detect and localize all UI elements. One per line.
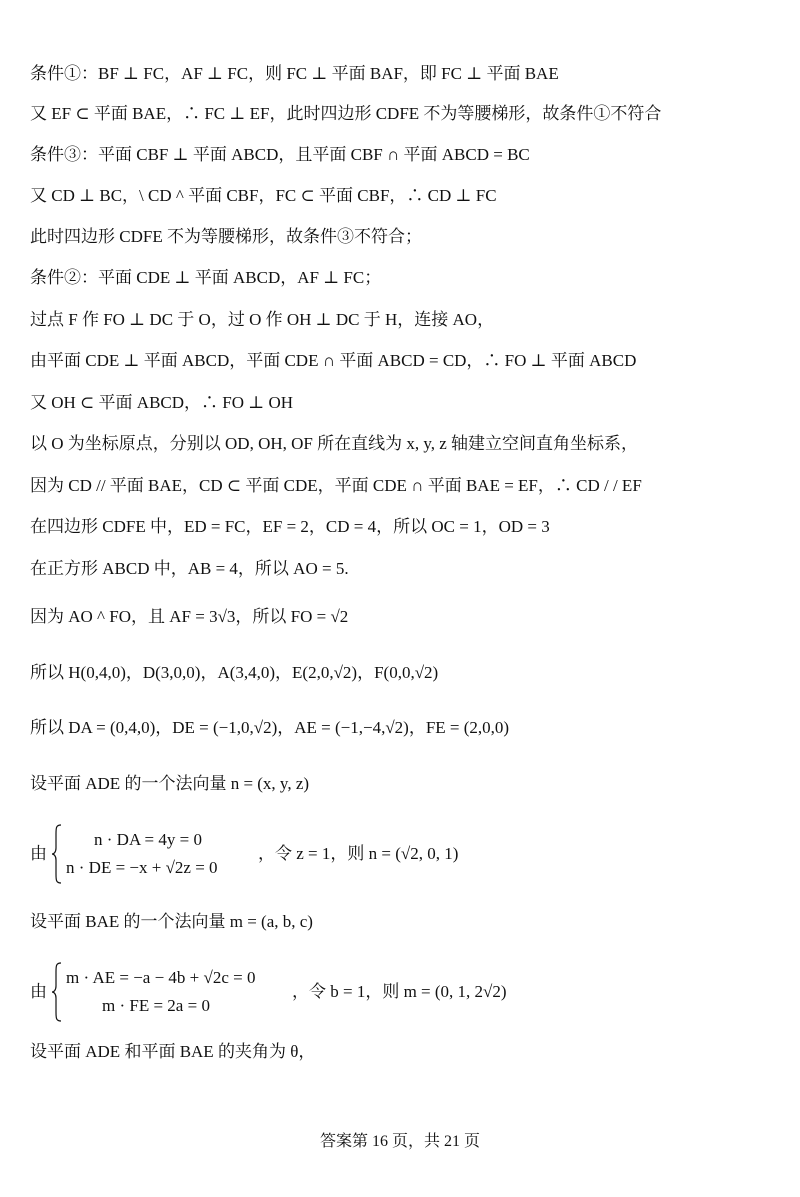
text-line: 设平面 BAE 的一个法向量 m = (a, b, c) — [30, 912, 313, 931]
text-line: 因为 AO ^ FO，且 AF = 3√3，所以 FO = √2 — [30, 607, 349, 626]
text-line: 在四边形 CDFE 中，ED = FC，EF = 2，CD = 4，所以 OC = 1，OD = 3 — [30, 517, 550, 536]
equation-2: m · FE = 2a = 0 — [102, 996, 210, 1015]
text-line: 条件②：平面 CDE ⊥ 平面 ABCD，AF ⊥ FC； — [30, 268, 382, 287]
system-tail: ，令 z = 1，则 n = (√2, 0, 1) — [258, 844, 459, 863]
text-line: 设平面 ADE 的一个法向量 n = (x, y, z) — [30, 774, 310, 793]
equation-system-m — [30, 966, 730, 1022]
text-line: 又 EF ⊂ 平面 BAE，∴ FC ⊥ EF，此时四边形 CDFE 不为等腰梯形，故条件①不符合 — [30, 104, 662, 123]
equation-system-n — [30, 828, 730, 884]
text-line: 所以 DA = (0,4,0)，DE = (−1,0,√2)，AE = (−1,−4,√2)，FE = (2,0,0) — [30, 718, 510, 737]
page-footer: 答案第 16 页，共 21 页 — [319, 1133, 480, 1150]
system-prefix: 由 — [30, 982, 47, 1001]
text-line: 由平面 CDE ⊥ 平面 ABCD，平面 CDE ∩ 平面 ABCD = CD，∴ FO ⊥ 平面 ABCD — [30, 351, 637, 370]
equation-1: m · AE = −a − 4b + √2c = 0 — [66, 968, 256, 987]
text-line: 又 CD ⊥ BC，\ CD ^ 平面 CBF，FC ⊂ 平面 CBF，∴ CD ⊥ FC — [30, 186, 497, 205]
text-line: 过点 F 作 FO ⊥ DC 于 O，过 O 作 OH ⊥ DC 于 H，连接 AO， — [30, 310, 495, 329]
left-brace-icon — [52, 962, 62, 1022]
equation-2: n · DE = −x + √2z = 0 — [66, 858, 218, 877]
system-prefix: 由 — [30, 844, 47, 863]
text-line: 条件③：平面 CBF ⊥ 平面 ABCD，且平面 CBF ∩ 平面 ABCD = BC — [30, 145, 530, 164]
system-tail: ，令 b = 1，则 m = (0, 1, 2√2) — [292, 982, 507, 1001]
text-line: 条件①：BF ⊥ FC，AF ⊥ FC，则 FC ⊥ 平面 BAF，即 FC ⊥ 平面 BAE — [30, 64, 559, 83]
text-line: 又 OH ⊂ 平面 ABCD，∴ FO ⊥ OH — [30, 393, 294, 412]
text-line: 在正方形 ABCD 中，AB = 4，所以 AO = 5. — [30, 559, 349, 578]
text-line: 因为 CD // 平面 BAE，CD ⊂ 平面 CDE，平面 CDE ∩ 平面 BAE = EF，∴ CD / / EF — [30, 476, 642, 495]
text-line: 此时四边形 CDFE 不为等腰梯形，故条件③不符合； — [30, 227, 422, 246]
equation-1: n · DA = 4y = 0 — [94, 830, 202, 849]
left-brace-icon — [52, 824, 62, 884]
text-line: 以 O 为坐标原点，分别以 OD, OH, OF 所在直线为 x, y, z 轴建立空间直角坐标系， — [30, 434, 639, 453]
text-line: 所以 H(0,4,0)，D(3,0,0)，A(3,4,0)，E(2,0,√2)，F(0,0,√2) — [30, 663, 439, 682]
text-line: 设平面 ADE 和平面 BAE 的夹角为 θ， — [30, 1042, 316, 1061]
